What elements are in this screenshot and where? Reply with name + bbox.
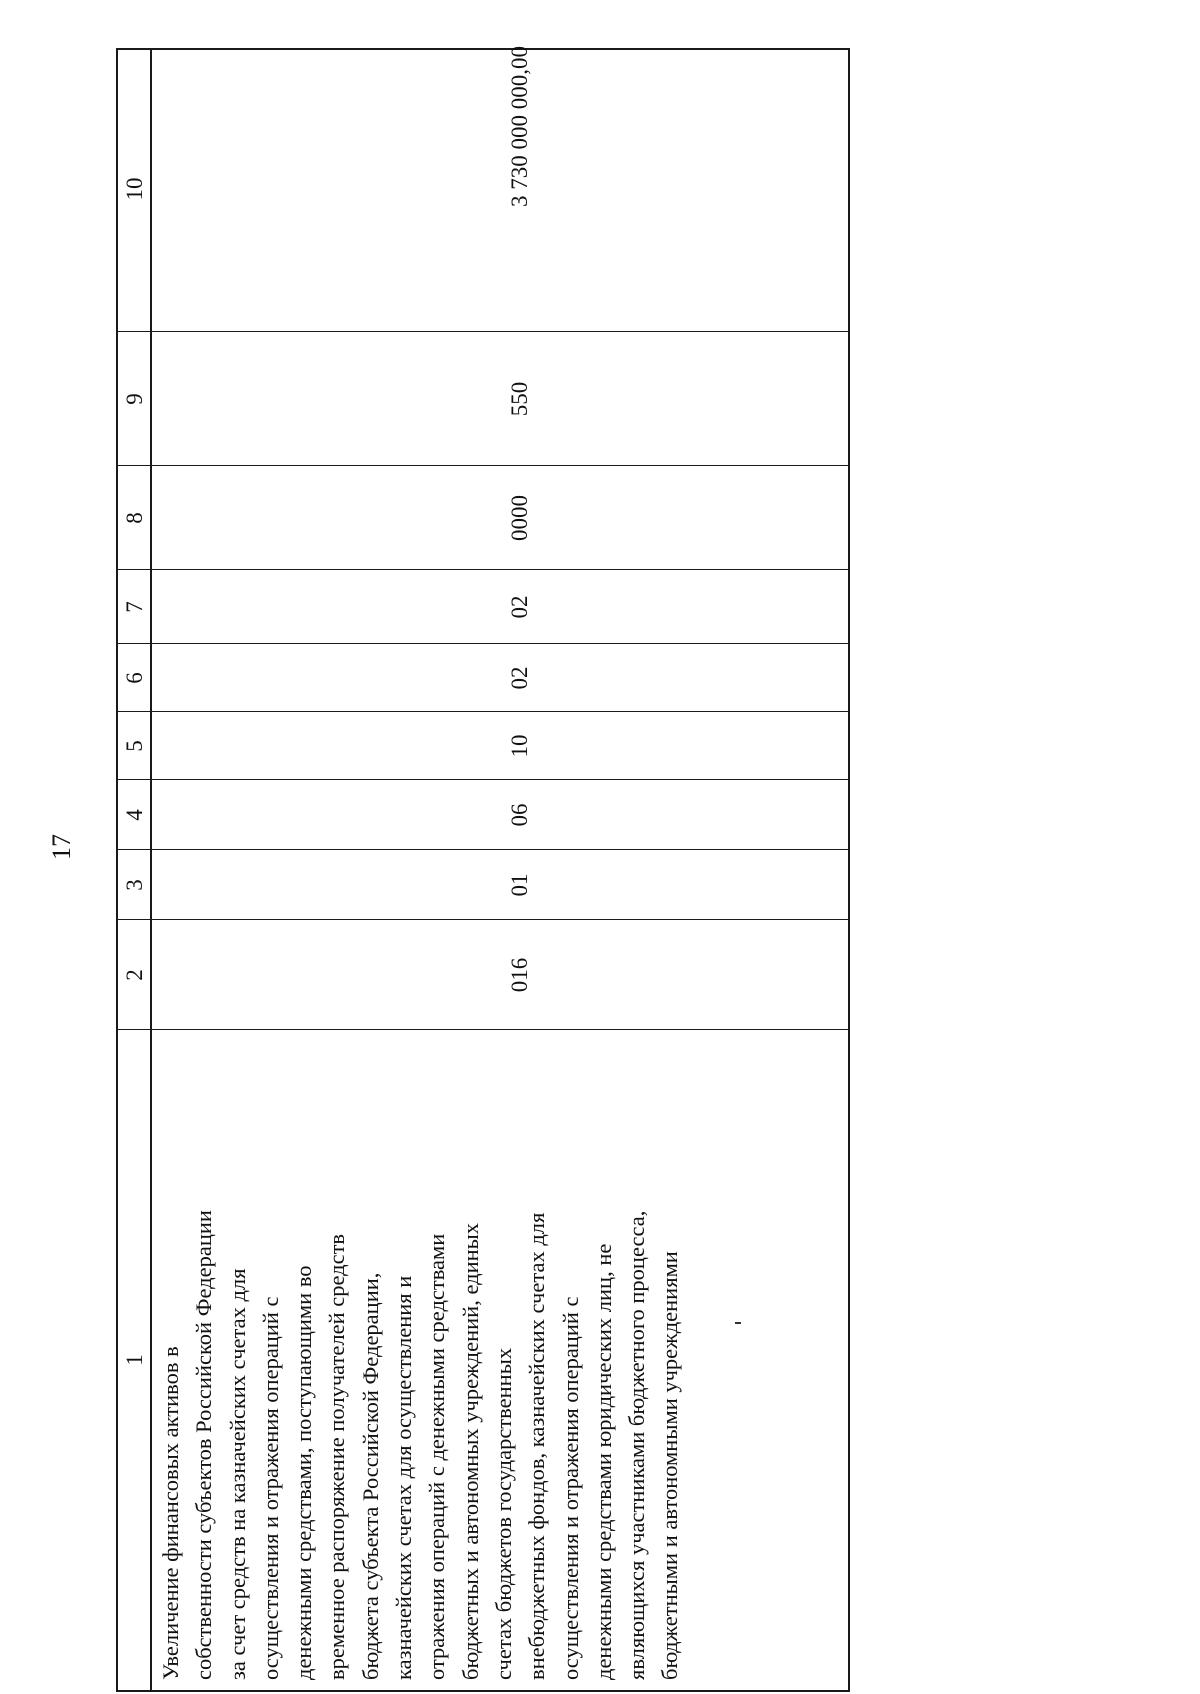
header-col-1: 1 [122, 1354, 147, 1366]
header-col-10: 10 [122, 177, 147, 201]
cell-col-5: 10 [507, 734, 532, 758]
description-line: счетах бюджетов государственных [490, 1347, 516, 1680]
scan-artifact [735, 1322, 741, 1324]
header-col-3: 3 [122, 879, 147, 891]
budget-table [116, 48, 850, 1692]
header-col-6: 6 [122, 672, 147, 684]
description-line: бюджетных и автономных учреждений, единых [457, 1222, 483, 1680]
description-line: бюджетными и автономными учреждениями [657, 1251, 683, 1680]
column-divider [118, 465, 848, 466]
description-line: осуществления и отражения операций с [257, 1296, 283, 1680]
cell-col-6: 02 [507, 666, 532, 690]
header-col-2: 2 [122, 969, 147, 981]
description-line: бюджета субъекта Российской Федерации, [357, 1272, 383, 1680]
description-line: казначейских счетах для осуществления и [391, 1275, 417, 1680]
column-divider [118, 779, 848, 780]
cell-col-9: 550 [507, 381, 532, 417]
cell-col-7: 02 [507, 595, 532, 619]
description-line: являющихся участниками бюджетного процесса, [624, 1210, 650, 1680]
cell-col-8: 0000 [507, 495, 532, 541]
header-col-4: 4 [122, 809, 147, 821]
column-divider [118, 849, 848, 850]
header-col-7: 7 [122, 601, 147, 613]
column-divider [118, 331, 848, 332]
description-line: Увеличение финансовых активов в [158, 1346, 183, 1680]
description-line: отражения операций с денежными средствами [424, 1233, 450, 1680]
column-divider [118, 1029, 848, 1030]
column-divider [118, 711, 848, 712]
page-number: 17 [47, 834, 76, 860]
cell-col-10-amount: 3 730 000 000,00 [507, 46, 532, 207]
description-line: за счет средств на казначейских счетах для [224, 1268, 250, 1680]
description-line: внебюджетных фондов, казначейских счетах для [524, 1212, 550, 1680]
column-divider [118, 569, 848, 570]
cell-col-3: 01 [507, 873, 532, 897]
description-line: временное распоряжение получателей средств [324, 1233, 350, 1680]
cell-col-2: 016 [507, 957, 532, 993]
column-divider [118, 919, 848, 920]
description-line: денежными средствами юридических лиц, не [590, 1243, 616, 1680]
description-line: осуществления и отражения операций с [557, 1296, 583, 1680]
header-col-5: 5 [122, 740, 147, 752]
header-col-9: 9 [122, 393, 147, 405]
row-description [154, 1080, 687, 1680]
description-line: денежными средствами, поступающими во [291, 1265, 317, 1680]
description-line: собственности субъектов Российской Федерации [191, 1210, 217, 1680]
cell-col-4: 06 [507, 803, 532, 827]
column-divider [118, 643, 848, 644]
header-col-8: 8 [122, 512, 147, 524]
